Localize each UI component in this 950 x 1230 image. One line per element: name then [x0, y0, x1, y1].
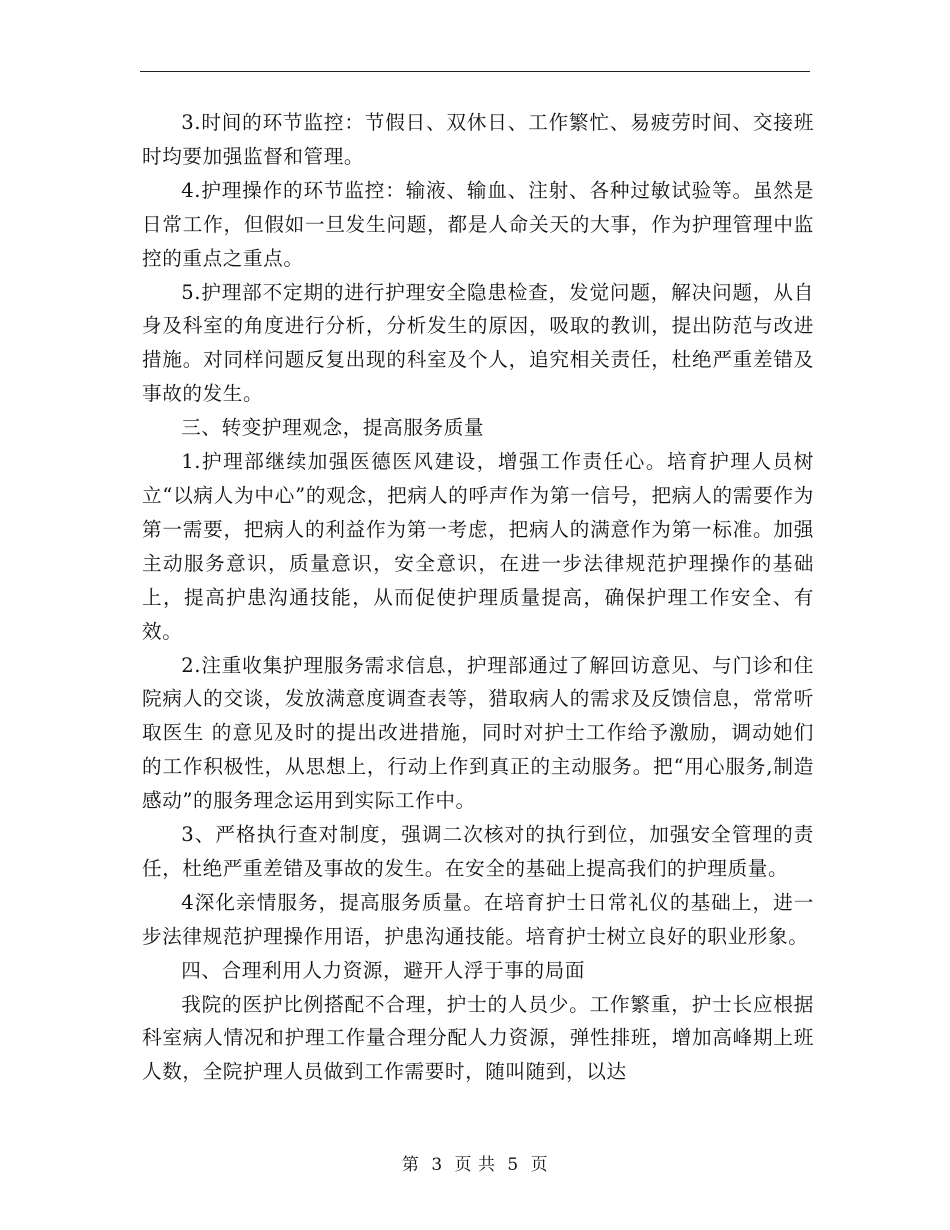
section-heading-three: 三、转变护理观念，提高服务质量 [181, 416, 485, 440]
footer-prefix: 第 [401, 1155, 420, 1175]
header-rule [140, 71, 810, 72]
footer-current-page: 3 [431, 1155, 443, 1175]
section-heading-four: 四、合理利用人力资源，避开人浮于事的局面 [181, 958, 586, 982]
paragraph-time-monitoring: 3.时间的环节监控：节假日、双休日、工作繁忙、易疲劳时间、交接班时均要加强监督和管理。 [142, 111, 814, 168]
paragraph-safety-inspection: 5.护理部不定期的进行护理安全隐患检查，发觉问题，解决问题，从自身及科室的角度进行分析，分析发生的原因，吸取的教训，提出防范与改进措施。对同样问题反复出现的科室及个人，追究相关责任，杜绝严重差错及事故的发生。 [142, 280, 814, 406]
paragraph-check-system: 3、严格执行查对制度，强调二次核对的执行到位，加强安全管理的责任，杜绝严重差错及事故的发生。在安全的基础上提高我们的护理质量。 [142, 823, 814, 880]
paragraph-care-service: 4深化亲情服务，提高服务质量。在培育护士日常礼仪的基础上，进一步法律规范护理操作用语，护患沟通技能。培育护士树立良好的职业形象。 [142, 890, 814, 948]
footer-suffix: 页 [530, 1155, 549, 1175]
paragraph-operation-monitoring: 4.护理操作的环节监控：输液、输血、注射、各种过敏试验等。虽然是日常工作，但假如一旦发生问题，都是人命关天的大事，作为护理管理中监控的重点之重点。 [142, 178, 814, 270]
document-body [142, 106, 814, 1089]
paragraph-ethics-building: 1.护理部继续加强医德医风建设，增强工作责任心。培育护理人员树立“以病人为中心”的观念，把病人的呼声作为第一信号，把病人的需要作为第一需要，把病人的利益作为第一考虑，把病人的满意作为第一标准。加强主动服务意识，质量意识，安全意识，在进一步法律规范护理操作的基础上，提高护患沟通技能，从而促使护理质量提高，确保护理工作安全、有效。 [142, 450, 814, 643]
page-footer [0, 1150, 950, 1175]
footer-middle: 页 共 [454, 1155, 496, 1175]
paragraph-human-resources: 我院的医护比例搭配不合理，护士的人员少。工作繁重，护士长应根据科室病人情况和护理工作量合理分配人力资源，弹性排班，增加高峰期上班人数，全院护理人员做到工作需要时，随叫随到，以达 [142, 992, 814, 1084]
paragraph-service-feedback: 2.注重收集护理服务需求信息，护理部通过了解回访意见、与门诊和住院病人的交谈，发放满意度调查表等，猎取病人的需求及反馈信息，常常听取医生 的意见及时的提出改进措施，同时对护士工作给予激励，调动她们的工作积极性，从思想上，行动上作到真正的主动服务。把“用心服务,制造感动”的服务理念运用到实际工作中。 [142, 653, 814, 813]
footer-total-pages: 5 [507, 1155, 519, 1175]
